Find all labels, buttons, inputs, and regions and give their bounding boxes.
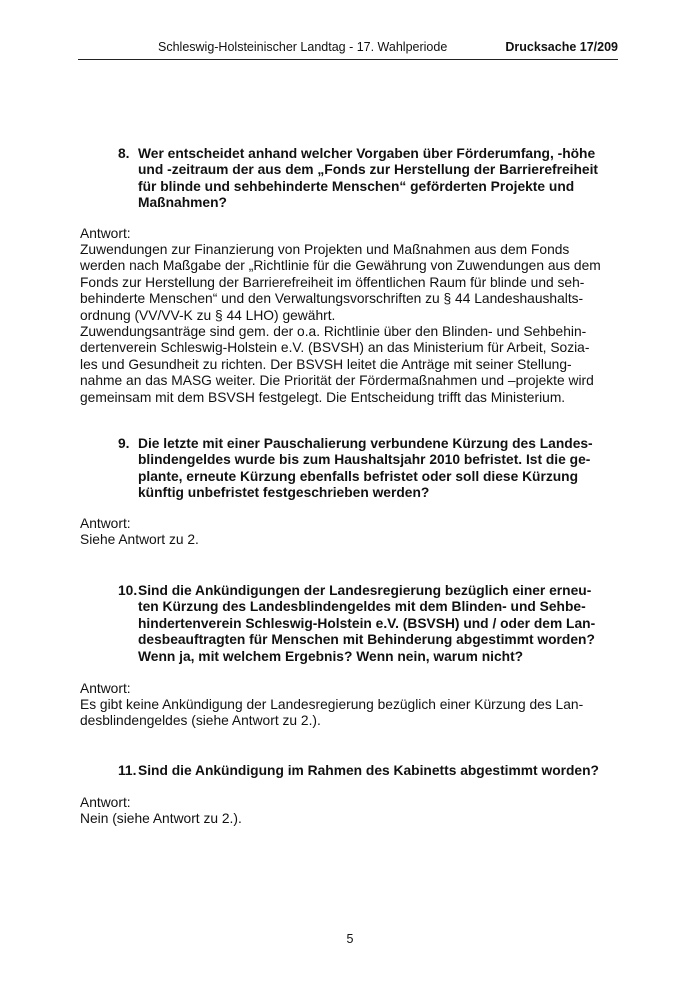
question-line: künftig unbefristet festgeschrieben werden? bbox=[138, 485, 430, 501]
answer-line: Zuwendungen zur Finanzierung von Projekten und Maßnahmen aus dem Fonds bbox=[80, 242, 570, 257]
header-title: Schleswig-Holsteinischer Landtag - 17. Wahlperiode bbox=[158, 40, 448, 54]
answer-line: desblindengeldes (siehe Antwort zu 2.). bbox=[80, 713, 321, 729]
question-line: blindengeldes wurde bis zum Haushaltsjahr 2010 befristet. Ist die ge- bbox=[138, 452, 591, 468]
question-line: ten Kürzung des Landesblindengeldes mit dem Blinden- und Sehbe- bbox=[138, 599, 586, 615]
question-11 bbox=[118, 763, 638, 779]
question-line: Maßnahmen? bbox=[138, 195, 227, 211]
question-number: 9. bbox=[118, 436, 130, 451]
question-line: für blinde und sehbehinderte Menschen“ geförderten Projekte und bbox=[138, 178, 575, 194]
question-number: 11. bbox=[118, 763, 137, 778]
question-line: plante, erneute Kürzung ebenfalls befristet oder soll diese Kürzung bbox=[138, 468, 579, 484]
answer-line: Siehe Antwort zu 2. bbox=[80, 532, 199, 547]
question-line: Wer entscheidet anhand welcher Vorgaben über Förderumfang, -höhe bbox=[138, 146, 596, 161]
answer-9 bbox=[80, 532, 640, 548]
question-number: 10. bbox=[118, 583, 138, 598]
answer-label: Antwort: bbox=[80, 226, 131, 241]
answer-line: behinderte Menschen“ und den Verwaltungsvorschriften zu § 44 Landeshaushalts- bbox=[80, 291, 584, 307]
answer-line: Zuwendungsanträge sind gem. der o.a. Richtlinie über den Blinden- und Sehbehin- bbox=[80, 324, 587, 340]
question-line: Sind die Ankündigung im Rahmen des Kabinetts abgestimmt worden? bbox=[138, 763, 599, 778]
question-line: desbeauftragten für Menschen mit Behinderung abgestimmt worden? bbox=[138, 632, 595, 648]
header-doc-number: Drucksache 17/209 bbox=[505, 40, 618, 54]
answer-line: dertenverein Schleswig-Holstein e.V. (BSVSH) an das Ministerium für Arbeit, Sozia- bbox=[80, 340, 590, 356]
answer-8 bbox=[80, 242, 640, 406]
question-line: Die letzte mit einer Pauschalierung verbundene Kürzung des Landes- bbox=[138, 436, 593, 451]
answer-line: les und Gesundheit zu richten. Der BSVSH leitet die Anträge mit seiner Stellung- bbox=[80, 356, 572, 372]
answer-line: werden nach Maßgabe der „Richtlinie für die Gewährung von Zuwendungen aus dem bbox=[80, 258, 601, 274]
page-header bbox=[78, 40, 618, 58]
question-8 bbox=[118, 146, 638, 212]
question-line: Wenn ja, mit welchem Ergebnis? Wenn nein, warum nicht? bbox=[138, 648, 524, 664]
question-9 bbox=[118, 436, 638, 502]
answer-10 bbox=[80, 697, 640, 730]
answer-line: Es gibt keine Ankündigung der Landesregierung bezüglich einer Kürzung des Lan- bbox=[80, 697, 584, 712]
question-line: hindertenverein Schleswig-Holstein e.V. (BSVSH) und / oder dem Lan- bbox=[138, 615, 596, 631]
question-line: Sind die Ankündigungen der Landesregierung bezüglich einer erneu- bbox=[138, 583, 592, 598]
answer-line: Fonds zur Herstellung der Barrierefreiheit im öffentlichen Raum für blinde und seh- bbox=[80, 274, 585, 290]
question-line: und -zeitraum der aus dem „Fonds zur Herstellung der Barrierefreiheit bbox=[138, 162, 598, 178]
answer-line: ordnung (VV/VV-K zu § 44 LHO) gewährt. bbox=[80, 307, 336, 323]
answer-11 bbox=[80, 811, 640, 827]
answer-label: Antwort: bbox=[80, 681, 131, 696]
question-number: 8. bbox=[118, 146, 130, 161]
answer-line: Nein (siehe Antwort zu 2.). bbox=[80, 811, 242, 826]
answer-label: Antwort: bbox=[80, 516, 131, 531]
header-rule bbox=[78, 59, 618, 60]
question-10 bbox=[118, 583, 638, 665]
answer-label: Antwort: bbox=[80, 795, 131, 810]
answer-line: nahme an das MASG weiter. Die Priorität der Fördermaßnahmen und –projekte wird bbox=[80, 373, 594, 389]
page-number: 5 bbox=[346, 932, 354, 946]
answer-line: gemeinsam mit dem BSVSH festgelegt. Die Entscheidung trifft das Ministerium. bbox=[80, 389, 566, 405]
